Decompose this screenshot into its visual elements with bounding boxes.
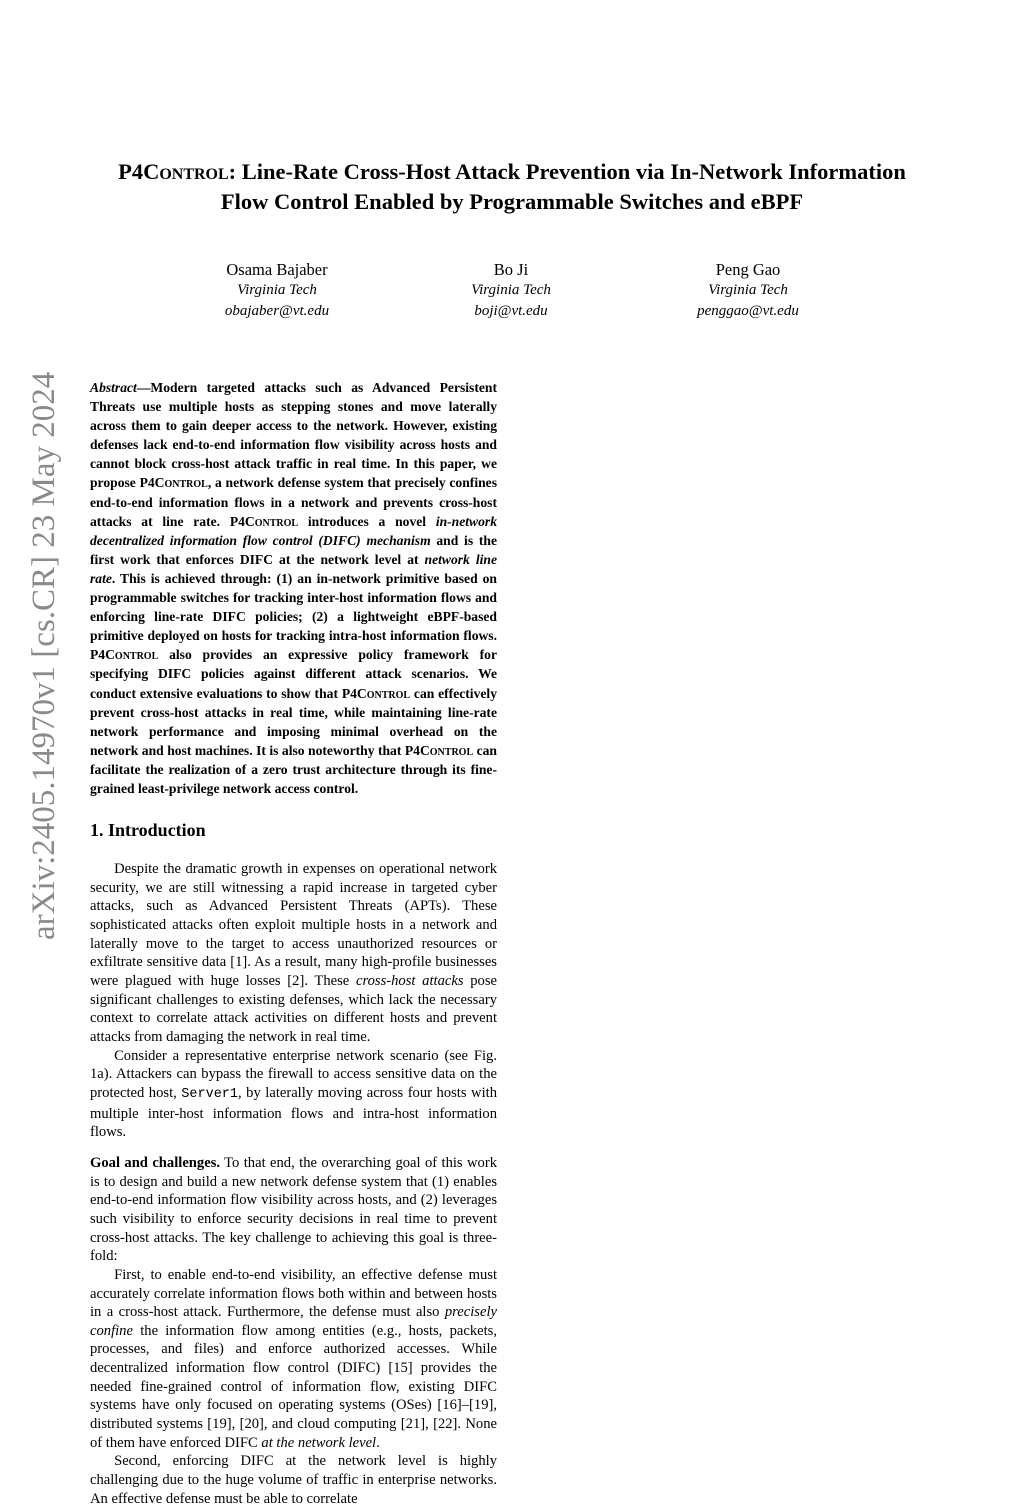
title-system-name: P4Control — [118, 159, 229, 184]
paragraph-text: . — [376, 1434, 380, 1451]
paragraph — [90, 1452, 497, 1508]
author-name: Peng Gao — [715, 260, 781, 279]
abstract-text: also provides an expressive policy framework for specifying DIFC policies against different attack scenarios. We conduct extensive evaluations to show that — [90, 647, 497, 701]
emphasis: at the network level — [261, 1434, 377, 1451]
abstract-emphasis: in-network decentralized information flow control (DIFC) mechanism — [90, 513, 497, 548]
abstract-text: . This is achieved through: (1) an in-network primitive based on programmable switches for tracking inter-host information flows and enforcing line-rate DIFC policies; (2) a lightweight eBPF-based primitive deployed on hosts for tracking intra-host information flows. — [90, 570, 497, 644]
paragraph-text: Consider a representative enterprise network scenario (see Fig. 1a). Attackers can bypass the firewall to access sensitive data on the protected host, — [90, 1047, 497, 1101]
paragraph-text: pose significant challenges to existing defenses, which lack the necessary context to correlate attack activities on different hosts and prevent attacks from damaging the network in real time. — [90, 973, 497, 1045]
author-affiliation: Virginia Tech — [471, 282, 551, 298]
title-line1: : Line-Rate Cross-Host Attack Prevention via In-Network Information — [228, 159, 906, 184]
author-email: obajaber@vt.edu — [224, 303, 330, 319]
paragraph — [90, 860, 497, 1047]
author-email: boji@vt.edu — [474, 303, 548, 319]
system-name: P4Control — [404, 742, 474, 758]
system-name: P4Control — [229, 513, 299, 529]
abstract-emphasis: network line rate — [90, 551, 497, 586]
abstract — [90, 378, 497, 798]
abstract-label: Abstract — [90, 380, 137, 395]
paper-title — [60, 157, 964, 217]
author-name: Bo Ji — [493, 260, 529, 279]
author-affiliation: Virginia Tech — [708, 282, 788, 298]
emphasis: cross-host attacks — [356, 973, 464, 989]
author-email: penggao@vt.edu — [697, 303, 799, 319]
emphasis: precisely confine — [90, 1304, 497, 1339]
paragraph — [90, 1047, 497, 1142]
paragraph-text: To that end, the overarching goal of this work is to design and build a new network defense system that (1) enables end-to-end information flow visibility across hosts, and (2) leverages such visibility to enforce security decisions in real time to prevent cross-host attacks. The key challenge to achieving this goal is three-fold: — [90, 1154, 498, 1265]
abstract-text: Modern targeted attacks such as Advanced Persistent Threats use multiple hosts as stepping stones and move laterally across them to gain deeper access to the network. However, existing defenses lack end-to-end information flow visibility across hosts and cannot block cross-host attack traffic in real time. In this paper, we propose — [90, 380, 497, 491]
run-in-heading: Goal and challenges. — [90, 1154, 221, 1171]
paragraph — [90, 1266, 497, 1453]
abstract-text: can facilitate the realization of a zero trust architecture through its fine-grained least-privilege network access control. — [90, 742, 497, 796]
abstract-text: can effectively prevent cross-host attacks in real time, while maintaining line-rate network performance and imposing minimal overhead on the network and host machines. It is also noteworthy that — [90, 685, 497, 758]
code-identifier: Server1 — [181, 1086, 239, 1102]
paragraph-text: Despite the dramatic growth in expenses on operational network security, we are still witnessing a rapid increase in targeted cyber attacks, such as Advanced Persistent Threats (APTs). These sophisticated attacks often exploit multiple hosts in a network and laterally move to the target to access unauthorized resources or exfiltrate sensitive data [1]. As a result, many high-profile businesses were plagued with huge losses [2]. These — [90, 861, 497, 989]
author-name: Osama Bajaber — [226, 260, 328, 279]
author-block — [157, 259, 397, 322]
paragraph-text: , by laterally moving across four hosts with multiple inter-host information flows and intra-host information flows. — [90, 1084, 497, 1141]
author-affiliation: Virginia Tech — [237, 282, 317, 298]
system-name: P4Control — [341, 685, 411, 701]
abstract-dash: — — [136, 380, 151, 395]
abstract-text: and is the first work that enforces DIFC at the network level at — [90, 532, 497, 567]
left-column — [90, 378, 497, 1508]
author-block — [628, 259, 868, 322]
title-line2: Flow Control Enabled by Programmable Switches and eBPF — [220, 189, 804, 214]
system-name: P4Control — [90, 647, 159, 663]
system-name: P4Control — [139, 475, 208, 491]
paragraph — [90, 1154, 497, 1266]
abstract-text: introduces a novel — [298, 513, 436, 529]
arxiv-stamp: arXiv:2405.14970v1 [cs.CR] 23 May 2024 — [26, 371, 62, 940]
author-block — [391, 259, 631, 322]
paragraph-text: Second, enforcing DIFC at the network level is highly challenging due to the huge volume of traffic in enterprise networks. An effective defense must be able to correlate — [90, 1453, 497, 1507]
abstract-text: , a network defense system that precisely confines end-to-end information flows in a network and prevents cross-host attacks at line rate. — [90, 475, 497, 529]
paragraph-text: the information flow among entities (e.g., hosts, packets, processes, and files) and enforce authorized accesses. While decentralized information flow control (DIFC) [15] provides the needed fine-grained control of information flow, existing DIFC systems have only focused on operating systems (OSes) [16]–[19], distributed systems [19], [20], and cloud computing [21], [22]. None of them have enforced DIFC — [90, 1322, 497, 1451]
paragraph-text: First, to enable end-to-end visibility, an effective defense must accurately correlate information flows both within and between hosts in a cross-host attack. Furthermore, the defense must also — [90, 1266, 497, 1321]
section-heading: 1. Introduction — [90, 820, 206, 841]
